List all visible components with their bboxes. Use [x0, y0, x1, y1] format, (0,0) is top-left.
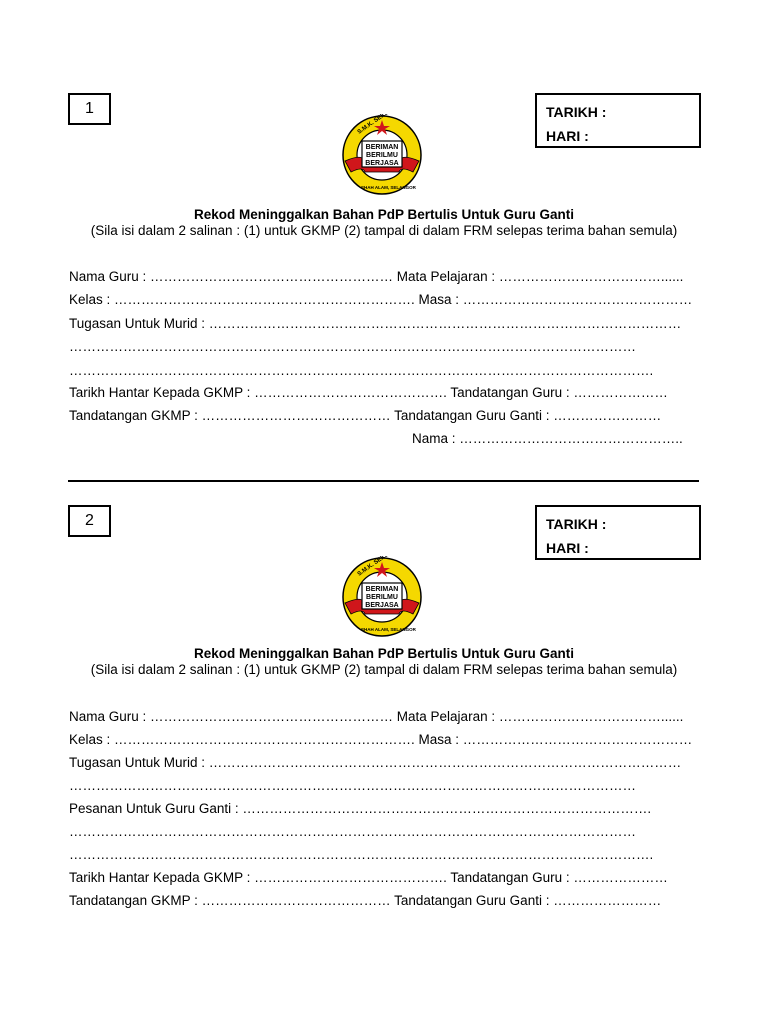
form1-dots-line-1[interactable]: ………………………………………………………………………………………………………………	[69, 339, 636, 354]
form1-dots-line-2[interactable]: ………………………………………………………………………………………………………………….	[69, 363, 654, 378]
logo-ring-text: S.M.K.	[356, 120, 376, 136]
form2-date-box	[535, 505, 701, 560]
logo2-motto-1: BERIMAN	[365, 586, 399, 593]
form2-number-box	[68, 505, 111, 537]
form1-tarikh-label: TARIKH :	[546, 104, 607, 120]
form2-title: Rekod Meninggalkan Bahan PdP Bertulis Untuk Guru Ganti	[193, 646, 575, 661]
logo-motto-1: BERIMAN	[365, 144, 399, 151]
form1-number: 1	[85, 100, 94, 117]
form2-tugasan-line[interactable]: Tugasan Untuk Murid : ……………………………………………………………………………………………	[69, 755, 682, 770]
form2-tandatangan-gkmp-line[interactable]: Tandatangan GKMP : …………………………………… Tandatangan Guru Ganti : ……………………	[69, 893, 662, 908]
form1-subtitle: (Sila isi dalam 2 salinan : (1) untuk GKMP (2) tampal di dalam FRM selepas terima bahan semula)	[90, 223, 678, 238]
form2-tarikh-hantar-line[interactable]: Tarikh Hantar Kepada GKMP : ……………………………………. Tandatangan Guru : …………………	[69, 870, 668, 885]
logo-bottom-text: SHAH ALAM, SELANGOR	[361, 185, 416, 190]
form1-kelas-line[interactable]: Kelas : …………………………………………………………. Masa : ……………………………………………	[69, 292, 693, 307]
form2-pesanan-line[interactable]: Pesanan Untuk Guru Ganti : ……………………………………………………………………………….	[69, 801, 652, 816]
form1-tandatangan-gkmp-line[interactable]: Tandatangan GKMP : …………………………………… Tandatangan Guru Ganti : ……………………	[69, 408, 662, 423]
logo2-motto-2: BERILMU	[366, 594, 398, 601]
logo-motto-3: BERJASA	[365, 160, 399, 167]
form1-hari-label: HARI :	[546, 128, 589, 144]
form1-number-box	[68, 93, 111, 125]
logo-motto-2: BERILMU	[366, 152, 398, 159]
form1-nama-line[interactable]: Nama : …………………………………………..	[412, 431, 683, 446]
school-logo	[341, 114, 423, 196]
form2-hari-label: HARI :	[546, 540, 589, 556]
form2-nama-guru-line[interactable]: Nama Guru : ……………………………………………… Mata Pelajaran : ………………………………......	[69, 709, 684, 724]
school-logo-2	[341, 556, 423, 638]
form1-date-box	[535, 93, 701, 148]
form2-dots-line-2[interactable]: ………………………………………………………………………………………………………………	[69, 824, 636, 839]
form1-title: Rekod Meninggalkan Bahan PdP Bertulis Untuk Guru Ganti	[193, 207, 575, 222]
form1-nama-guru-line[interactable]: Nama Guru : ……………………………………………… Mata Pelajaran : ………………………………......	[69, 269, 684, 284]
form2-number: 2	[85, 512, 94, 529]
logo2-bottom-text: SHAH ALAM, SELANGOR	[361, 627, 416, 632]
form1-tarikh-hantar-line[interactable]: Tarikh Hantar Kepada GKMP : ……………………………………. Tandatangan Guru : …………………	[69, 385, 668, 400]
form2-tarikh-label: TARIKH :	[546, 516, 607, 532]
form2-subtitle: (Sila isi dalam 2 salinan : (1) untuk GKMP (2) tampal di dalam FRM selepas terima bahan semula)	[90, 662, 678, 677]
form2-dots-line-1[interactable]: ………………………………………………………………………………………………………………	[69, 778, 636, 793]
logo2-ring-text: S.M.K.	[356, 562, 376, 578]
logo2-motto-3: BERJASA	[365, 602, 399, 609]
form2-dots-line-3[interactable]: ………………………………………………………………………………………………………………….	[69, 847, 654, 862]
form1-tugasan-line[interactable]: Tugasan Untuk Murid : ……………………………………………………………………………………………	[69, 316, 682, 331]
form-divider	[68, 480, 699, 482]
form2-kelas-line[interactable]: Kelas : …………………………………………………………. Masa : ……………………………………………	[69, 732, 693, 747]
